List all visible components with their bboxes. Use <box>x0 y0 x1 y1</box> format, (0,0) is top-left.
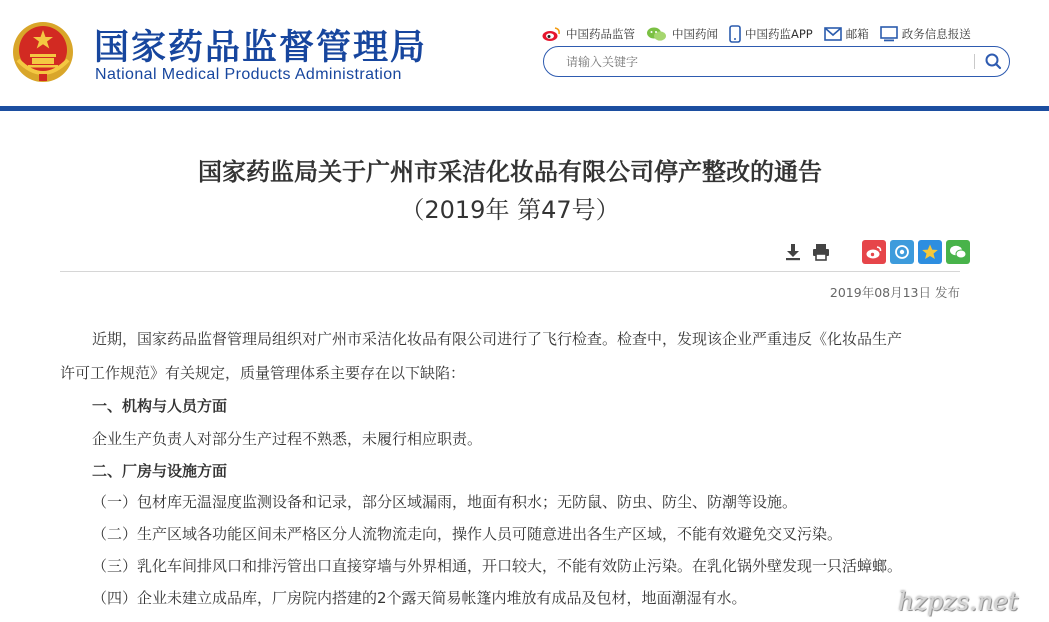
site-logo-en[interactable]: National Medical Products Administration <box>95 66 402 83</box>
publish-date: 2019年08月13日 发布 <box>829 285 960 300</box>
paragraph-section1: 企业生产负责人对部分生产过程不熟悉，未履行相应职责。 <box>92 430 483 448</box>
wechat-share-icon <box>948 243 968 261</box>
print-button[interactable] <box>810 241 832 263</box>
star-share-icon <box>921 243 939 261</box>
download-button[interactable] <box>782 241 804 263</box>
link-weibo[interactable] <box>542 26 635 42</box>
national-emblem-icon <box>12 20 74 84</box>
section-heading-2: 二、厂房与设施方面 <box>92 462 228 480</box>
paragraph-intro-line1: 近期，国家药品监督管理局组织对广州市采洁化妆品有限公司进行了飞行检查。检查中，发现该企业严重违反《化妆品生产 <box>92 330 903 348</box>
link-wechat[interactable] <box>646 26 718 42</box>
wechat-icon <box>646 26 668 42</box>
link-mail-label: 邮箱 <box>845 27 869 41</box>
article-toolbar <box>782 240 970 264</box>
print-icon <box>811 242 831 262</box>
link-report[interactable] <box>880 26 971 42</box>
article-subtitle: （2019年 第47号） <box>400 196 620 224</box>
search-box <box>543 46 1010 77</box>
section-heading-1: 一、机构与人员方面 <box>92 397 228 415</box>
search-icon <box>982 51 1004 71</box>
weibo-icon <box>542 26 562 42</box>
link-mail[interactable] <box>824 26 869 42</box>
site-header <box>0 0 1049 108</box>
link-report-label: 政务信息报送 <box>901 27 971 41</box>
link-wechat-label: 中国药闻 <box>672 27 718 41</box>
download-icon <box>783 242 803 262</box>
paragraph-intro-line2: 许可工作规范》有关规定，质量管理体系主要存在以下缺陷： <box>60 364 466 382</box>
mobile-icon <box>729 25 741 43</box>
article-title: 国家药监局关于广州市采洁化妆品有限公司停产整改的通告 <box>198 158 822 186</box>
weibo-share-icon <box>865 244 883 260</box>
search-button[interactable] <box>982 51 1004 71</box>
watermark-text: hzpzs.net <box>898 587 1019 616</box>
share-wechat-button[interactable] <box>946 240 970 264</box>
search-input[interactable] <box>566 52 986 71</box>
mail-icon <box>824 27 842 41</box>
title-divider <box>60 271 960 272</box>
share-favorite-button[interactable] <box>918 240 942 264</box>
list-item: （四）企业未建立成品库，厂房院内搭建的2个露天简易帐篷内堆放有成品及包材，地面潮湿有水。 <box>92 589 747 607</box>
header-divider <box>0 106 1049 111</box>
search-separator <box>974 54 975 69</box>
site-logo-cn[interactable]: 国家药品监督管理局 <box>94 28 428 68</box>
list-item: （三）乳化车间排风口和排污管出口直接穿墙与外界相通，开口较大，不能有效防止污染。在乳化锅外壁发现一只活蟑螂。 <box>92 557 903 575</box>
qzone-share-icon <box>893 243 911 261</box>
share-weibo-button[interactable] <box>862 240 886 264</box>
list-item: （二）生产区域各功能区间未严格区分人流物流走向，操作人员可随意进出各生产区域，不能有效避免交叉污染。 <box>92 525 843 543</box>
link-app[interactable] <box>729 25 813 43</box>
top-links <box>542 25 982 43</box>
list-item: （一）包材库无温湿度监测设备和记录，部分区域漏雨，地面有积水；无防鼠、防虫、防尘、防潮等设施。 <box>92 493 798 511</box>
link-app-label: 中国药监APP <box>745 27 813 41</box>
share-qzone-button[interactable] <box>890 240 914 264</box>
link-weibo-label: 中国药品监管 <box>566 27 635 41</box>
monitor-icon <box>880 26 898 42</box>
